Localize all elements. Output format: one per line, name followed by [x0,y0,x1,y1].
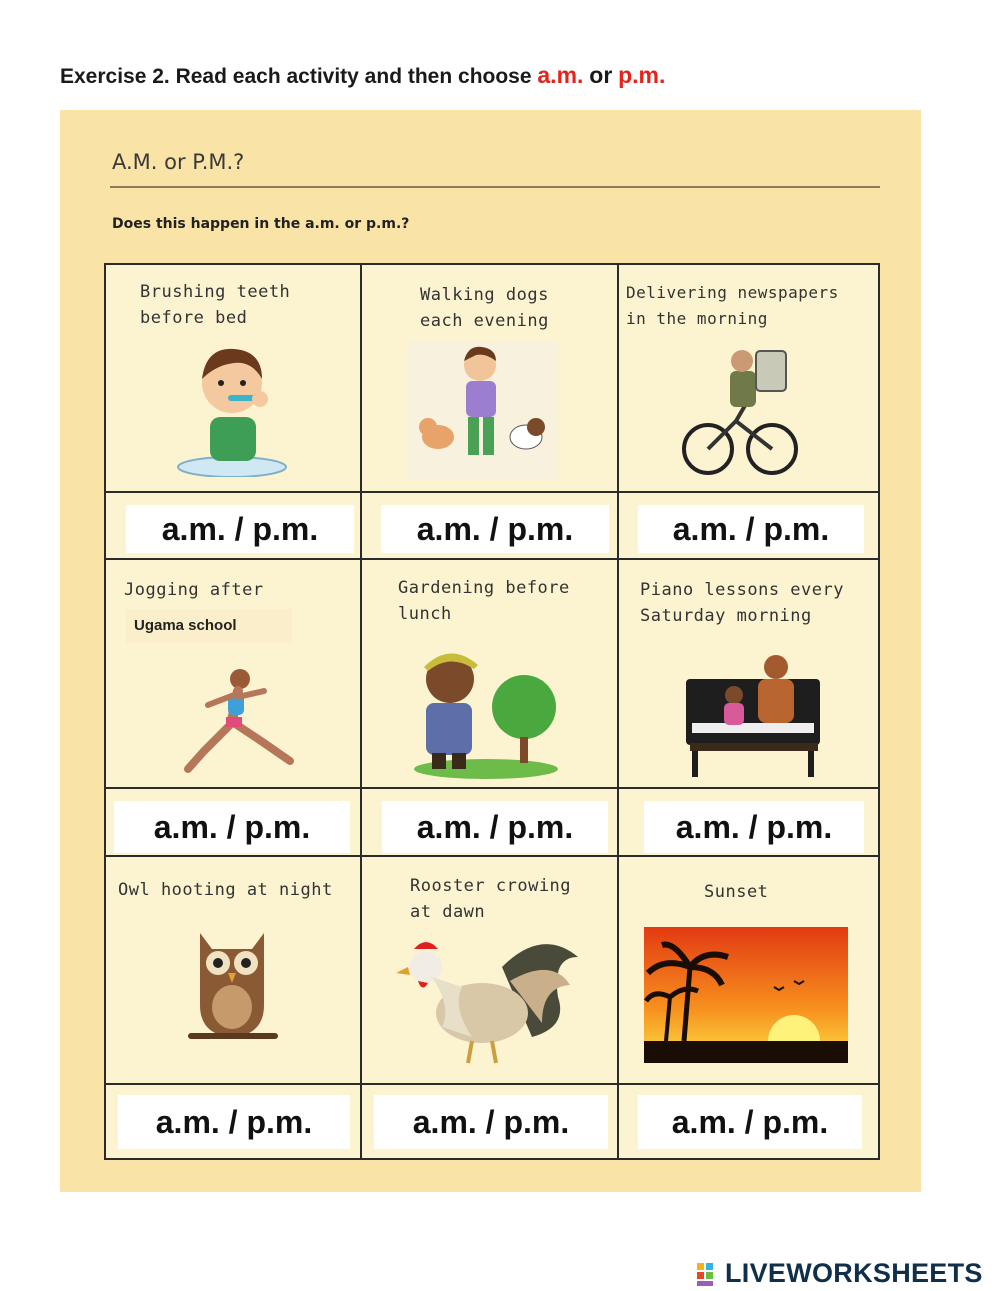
cyclist-delivering-newspapers-icon [680,341,800,479]
activity-caption: Piano lessons every Saturday morning [640,580,844,626]
grid-divider [106,1083,878,1085]
answer-choice[interactable]: a.m. / p.m. [381,505,609,553]
liveworksheets-logo-icon [697,1261,723,1287]
activity-caption: Brushing teeth before bed [140,282,291,328]
piano-lesson-icon [678,643,828,779]
activity-caption: Walking dogs each evening [420,285,549,331]
grid-divider [106,491,878,493]
gardener-trimming-bush-icon [412,637,562,781]
or-text: or [589,62,613,88]
answer-choice[interactable]: a.m. / p.m. [126,505,354,553]
instruction-text: Exercise 2. Read each activity and then choose [60,65,532,88]
answer-choice[interactable]: a.m. / p.m. [382,801,608,853]
answer-choice[interactable]: a.m. / p.m. [118,1095,350,1149]
grid-divider [106,787,878,789]
grid-divider [360,265,362,1158]
caption-overlay: Ugama school [126,609,292,643]
brushing-teeth-boy-icon [172,339,292,477]
activity-caption: Sunset [704,882,769,902]
rooster-icon [382,927,582,1067]
sunset-palm-trees-icon [644,927,848,1063]
answer-choice[interactable]: a.m. / p.m. [638,505,864,553]
answer-choice[interactable]: a.m. / p.m. [644,801,864,853]
sheet-subtitle: Does this happen in the a.m. or p.m.? [112,216,410,232]
activity-caption: Owl hooting at night [118,880,333,900]
sheet-title: A.M. or P.M.? [112,150,245,174]
worksheet [60,110,921,1192]
activity-caption: Delivering newspapers in the morning [626,283,839,328]
logo-text: LIVEWORKSHEETS [725,1258,983,1288]
answer-choice[interactable]: a.m. / p.m. [638,1095,862,1149]
activity-grid [104,263,880,1160]
owl-icon [182,925,282,1043]
jogging-woman-icon [178,665,298,775]
grid-divider [106,558,878,560]
activity-caption: Rooster crowing at dawn [410,876,572,922]
answer-choice[interactable]: a.m. / p.m. [374,1095,608,1149]
liveworksheets-logo [697,1258,983,1289]
title-divider [110,186,880,188]
am-highlight: a.m. [537,62,584,88]
grid-divider [617,265,619,1158]
activity-caption: Jogging after [124,580,264,600]
answer-choice[interactable]: a.m. / p.m. [114,801,350,853]
grid-divider [106,855,878,857]
instruction [60,62,665,89]
walking-dogs-boy-icon [408,341,558,479]
activity-caption: Gardening before lunch [398,578,570,624]
pm-highlight: p.m. [618,62,666,88]
